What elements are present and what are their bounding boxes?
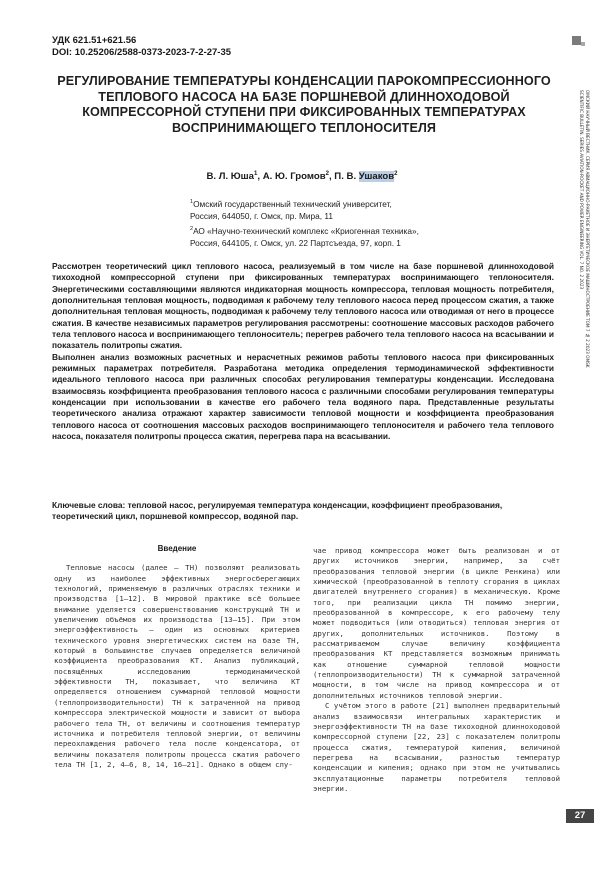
affil-1-sup: 1 xyxy=(190,199,194,205)
body-column-left xyxy=(54,540,300,770)
author-2-sup: 2 xyxy=(325,171,329,177)
author-1: В. Л. Юша xyxy=(206,171,255,183)
keywords: Ключевые слова: тепловой насос, регулируемая температура конденсации, коэффициент преобразования, теоретический цикл, поршневой компрессор, водяной пар. xyxy=(52,500,503,522)
author-3-initials: П. В. xyxy=(334,171,359,183)
body-column-right xyxy=(313,546,560,794)
affil-1-line-2: Россия, 644050, г. Омск, пр. Мира, 11 xyxy=(190,211,333,222)
author-2: А. Ю. Громов xyxy=(262,171,326,183)
section-heading: Введение xyxy=(157,544,197,553)
author-1-sup: 1 xyxy=(254,171,258,177)
affil-1-line-1: Омский государственный технический университет, xyxy=(193,198,392,209)
abstract-paragraph-2: Выполнен анализ возможных расчетных и нерасчетных режимов работы теплового насоса при фиксированных режимных параметрах потребителя. Разработана методика определения термодинамической эффективности идеального теплового насоса при различных способах регулирования температуры конденсации. Исследована взаимосвязь коэффициента преобразования теплового насоса с различными способами регулирования температуры конденсации при использовании в качестве его рабочего тела водяного пара. Представленные результаты теоретического анализа отражают характер зависимости тепловой мощности и коэффициента преобразования теплового насоса от соотношения массовых расходов воспринимающего теплоносителя и рабочего тела теплового насоса, показателя политропы процесса сжатия, перегрева пара на всасывании. xyxy=(52,351,554,442)
affil-2-sup: 2 xyxy=(190,225,194,232)
corner-marker-small xyxy=(581,42,585,46)
page-number: 27 xyxy=(566,809,594,823)
body-paragraph: Тепловые насосы (далее — ТН) позволяют реализовать одну из наиболее эффективных энергосберегающих технологий, применяемую в различных отраслях техники и производства [1–12]. В мировой практике всё большее внимание уделяется совершенствованию конструкций ТН и увеличению объёмов их производства [13–15]. При этом энергоэффективность — один из основных критериев технического уровня энергетических систем на базе ТН, который в большинстве случаев определяется величиной коэффициента преобразования КТ. Анализ публикаций, посвящённых исследованию термодинамической эффективности ТН, показывает, что величина КТ определяется отношением суммарной тепловой мощности (теплопроизводительности) ТН к затраченной на привод компрессора электрической мощности и зависит от выбора рабочего тела ТН, от величины и соотношения температур источника и потребителя тепловой энергии, от величины переохлаждения рабочего тела после конденсатора, от величины показателя политропы процесса сжатия рабочего тела ТН [1, 2, 4–6, 8, 14, 16–21]. Однако в общем слу- xyxy=(54,563,300,769)
affiliations xyxy=(190,196,419,250)
body-paragraph: С учётом этого в работе [21] выполнен предварительный анализ взаимосвязи интегральных характеристик и энергоэффективности ТН на базе тихоходной длинноходовой компрессорной ступени [22, 23] с показателем политропы процесса сжатия, температурой кипения, величиной перегрева на всасывании, разностью температур конденсации и кипения; однако при этом не учитывались эксплуатационные параметры потребителя тепловой энергии. xyxy=(313,701,560,793)
doi: DOI: 10.25206/2588-0373-2023-7-2-27-35 xyxy=(52,46,232,58)
affil-2-line-1: АО «Научно-технический комплекс «Криогенная техника», xyxy=(193,225,419,236)
article-title: РЕГУЛИРОВАНИЕ ТЕМПЕРАТУРЫ КОНДЕНСАЦИИ ПАРОКОМПРЕССИОННОГО ТЕПЛОВОГО НАСОСА НА БАЗЕ ПОРШНЕВОЙ ДЛИННОХОДОВОЙ КОМПРЕССОРНОЙ СТУПЕНИ ПРИ ФИКСИРОВАННЫХ ТЕМПЕРАТУРАХ ВОСПРИНИМАЮЩЕГО ТЕПЛОНОСИТЕЛЯ xyxy=(57,74,551,135)
author-3-highlighted[interactable]: Ушаков xyxy=(358,171,395,183)
affil-2-line-2: Россия, 644105, г. Омск, ул. 22 Партсъезда, 97, корп. 1 xyxy=(190,238,401,249)
author-3-sup: 2 xyxy=(394,171,398,177)
corner-marker xyxy=(572,36,581,45)
authors: В. Л. Юша$^1$, А. Ю. Громов$^2$, П. В. Ушаков$^2$ xyxy=(206,171,398,183)
body-paragraph: чае привод компрессора может быть реализован и от других источников энергии, например, за счёт преобразования тепловой энергии (в цикле Ренкина) или химической (преобразованной в теплоту сгорания в циклах двигателей внутреннего сгорания) в механическую. Кроме того, при реализации цикла ТН помимо энергии, преобразованной в компрессоре, к его рабочему телу может подводиться (или отводиться) тепловая энергия от других, дополнительных источников. Поэтому в рассматриваемом случае величину коэффициента преобразования КТ представляется возможным принимать как отношение суммарной тепловой мощности (теплопроизводительности) ТН к суммарной затраченной мощности, в том числе на привод компрессора и от дополнительных источников тепловой энергии. xyxy=(313,546,560,700)
udk-code: УДК 621.51+621.56 xyxy=(52,35,137,46)
side-strip xyxy=(569,0,613,875)
journal-running-title: ОМСКИЙ НАУЧНЫЙ ВЕСТНИК. СЕРИЯ АВИАЦИОННО-РАКЕТНОЕ И ЭНЕРГЕТИЧЕСКОЕ МАШИНОСТРОЕНИЕ ТОМ 7 № 2 2023 OMSK SCIENTIFIC BULLETIN. SERIES AVIATION-ROCKET AND POWER ENGINEERING VOL. 7 NO. 2 2023 xyxy=(579,90,590,368)
abstract-paragraph-1: Рассмотрен теоретический цикл теплового насоса, реализуемый в том числе на базе поршневой длинноходовой тихоходной компрессорной ступени при фиксированных температурах воспринимающего теплоносителя. Энергетическими составляющими являются индикаторная мощность компрессора, тепловая мощность потребителя, дополнительная тепловая мощность, подводимая к рабочему телу теплового насоса перед процессом сжатия, а также дополнительная тепловая мощность, подводимая к рабочему телу теплового насоса или отводимая от него в процессе сжатия. В качестве независимых параметров регулирования рассмотрены: соотношение массовых расходов рабочего тела теплового насоса и воспринимающего теплоноситель; перегрев рабочего тела теплового насоса на всасывании и показатель политропы сжатия. xyxy=(52,261,554,351)
article-identifiers xyxy=(52,35,231,58)
abstract xyxy=(52,261,554,443)
